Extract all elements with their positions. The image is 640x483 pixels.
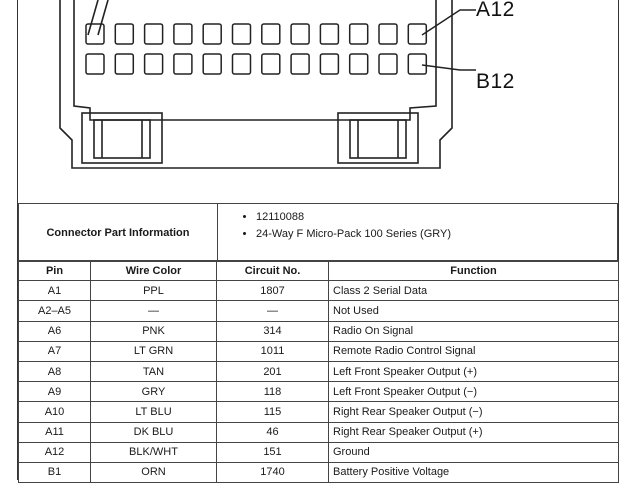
header-pin: Pin	[19, 261, 91, 281]
a-pin-cavity-5	[203, 24, 221, 44]
a-pin-cavity-9	[320, 24, 338, 44]
pin-cell: A1	[19, 281, 91, 301]
b-pin-cavity-2	[115, 54, 133, 74]
table-row	[19, 301, 619, 321]
table-row	[19, 382, 619, 402]
a-pin-cavity-3	[145, 24, 163, 44]
wire-color-cell: TAN	[91, 361, 217, 381]
pin-row-b	[86, 54, 426, 74]
connector-info-items	[218, 204, 618, 262]
function-cell: Ground	[329, 442, 619, 462]
wire-color-cell: ORN	[91, 462, 217, 482]
pin-table	[18, 260, 619, 483]
table-row	[19, 442, 619, 462]
table-row	[19, 341, 619, 361]
wire-color-cell: DK BLU	[91, 422, 217, 442]
connector-housing-inner	[74, 0, 436, 120]
wire-color-cell: PNK	[91, 321, 217, 341]
a-pin-cavity-10	[350, 24, 368, 44]
pin-cell: A11	[19, 422, 91, 442]
function-cell: Right Rear Speaker Output (−)	[329, 402, 619, 422]
b-pin-cavity-7	[262, 54, 280, 74]
function-cell: Left Front Speaker Output (+)	[329, 361, 619, 381]
circuit-cell: 1740	[217, 462, 329, 482]
b-pin-cavity-8	[291, 54, 309, 74]
leader-line-a12	[422, 10, 476, 35]
wire-color-cell: LT GRN	[91, 341, 217, 361]
connector-housing-outer	[60, 0, 452, 168]
b-pin-cavity-12	[408, 54, 426, 74]
b-pin-cavity-4	[174, 54, 192, 74]
b-pin-cavity-10	[350, 54, 368, 74]
table-row	[19, 321, 619, 341]
b-pin-cavity-5	[203, 54, 221, 74]
function-cell: Radio On Signal	[329, 321, 619, 341]
circuit-cell: 118	[217, 382, 329, 402]
leader-line-b12	[422, 65, 476, 70]
circuit-cell: 1011	[217, 341, 329, 361]
b-pin-cavity-3	[145, 54, 163, 74]
connector-diagram	[0, 0, 640, 205]
wire-color-cell: LT BLU	[91, 402, 217, 422]
a-pin-cavity-7	[262, 24, 280, 44]
wire-color-cell: BLK/WHT	[91, 442, 217, 462]
function-cell: Remote Radio Control Signal	[329, 341, 619, 361]
b-pin-cavity-1	[86, 54, 104, 74]
table-row	[19, 361, 619, 381]
header-circuit-no: Circuit No.	[217, 261, 329, 281]
pin-cell: A8	[19, 361, 91, 381]
a-pin-cavity-4	[174, 24, 192, 44]
pin-cell: A7	[19, 341, 91, 361]
function-cell: Left Front Speaker Output (−)	[329, 382, 619, 402]
label-a12: A12	[476, 0, 515, 21]
pin-cell: A12	[19, 442, 91, 462]
a-pin-cavity-8	[291, 24, 309, 44]
pin-cell: A2–A5	[19, 301, 91, 321]
function-cell: Battery Positive Voltage	[329, 462, 619, 482]
connector-part-number: • 12110088	[256, 209, 616, 226]
pin-table-header	[19, 261, 619, 281]
wire-color-cell: GRY	[91, 382, 217, 402]
a-pin-cavity-11	[379, 24, 397, 44]
pin-cell: B1	[19, 462, 91, 482]
a-pin-cavity-2	[115, 24, 133, 44]
circuit-cell: 1807	[217, 281, 329, 301]
function-cell: Class 2 Serial Data	[329, 281, 619, 301]
connector-info-label: Connector Part Information	[19, 204, 218, 262]
a-pin-cavity-6	[233, 24, 251, 44]
connector-description: • 24-Way F Micro-Pack 100 Series (GRY)	[256, 226, 616, 243]
pin-cell: A10	[19, 402, 91, 422]
circuit-cell: 46	[217, 422, 329, 442]
table-row	[19, 422, 619, 442]
b-pin-cavity-11	[379, 54, 397, 74]
b-pin-cavity-6	[233, 54, 251, 74]
header-function: Function	[329, 261, 619, 281]
pin-row-a	[86, 24, 426, 44]
connector-info-table	[18, 203, 618, 262]
circuit-cell: —	[217, 301, 329, 321]
function-cell: Not Used	[329, 301, 619, 321]
pin-cell: A6	[19, 321, 91, 341]
circuit-cell: 201	[217, 361, 329, 381]
pin-cell: A9	[19, 382, 91, 402]
circuit-cell: 314	[217, 321, 329, 341]
wire-color-cell: —	[91, 301, 217, 321]
label-b12: B12	[476, 70, 515, 93]
b-pin-cavity-9	[320, 54, 338, 74]
function-cell: Right Rear Speaker Output (+)	[329, 422, 619, 442]
table-row	[19, 402, 619, 422]
header-wire-color: Wire Color	[91, 261, 217, 281]
table-row	[19, 281, 619, 301]
circuit-cell: 115	[217, 402, 329, 422]
circuit-cell: 151	[217, 442, 329, 462]
wire-color-cell: PPL	[91, 281, 217, 301]
